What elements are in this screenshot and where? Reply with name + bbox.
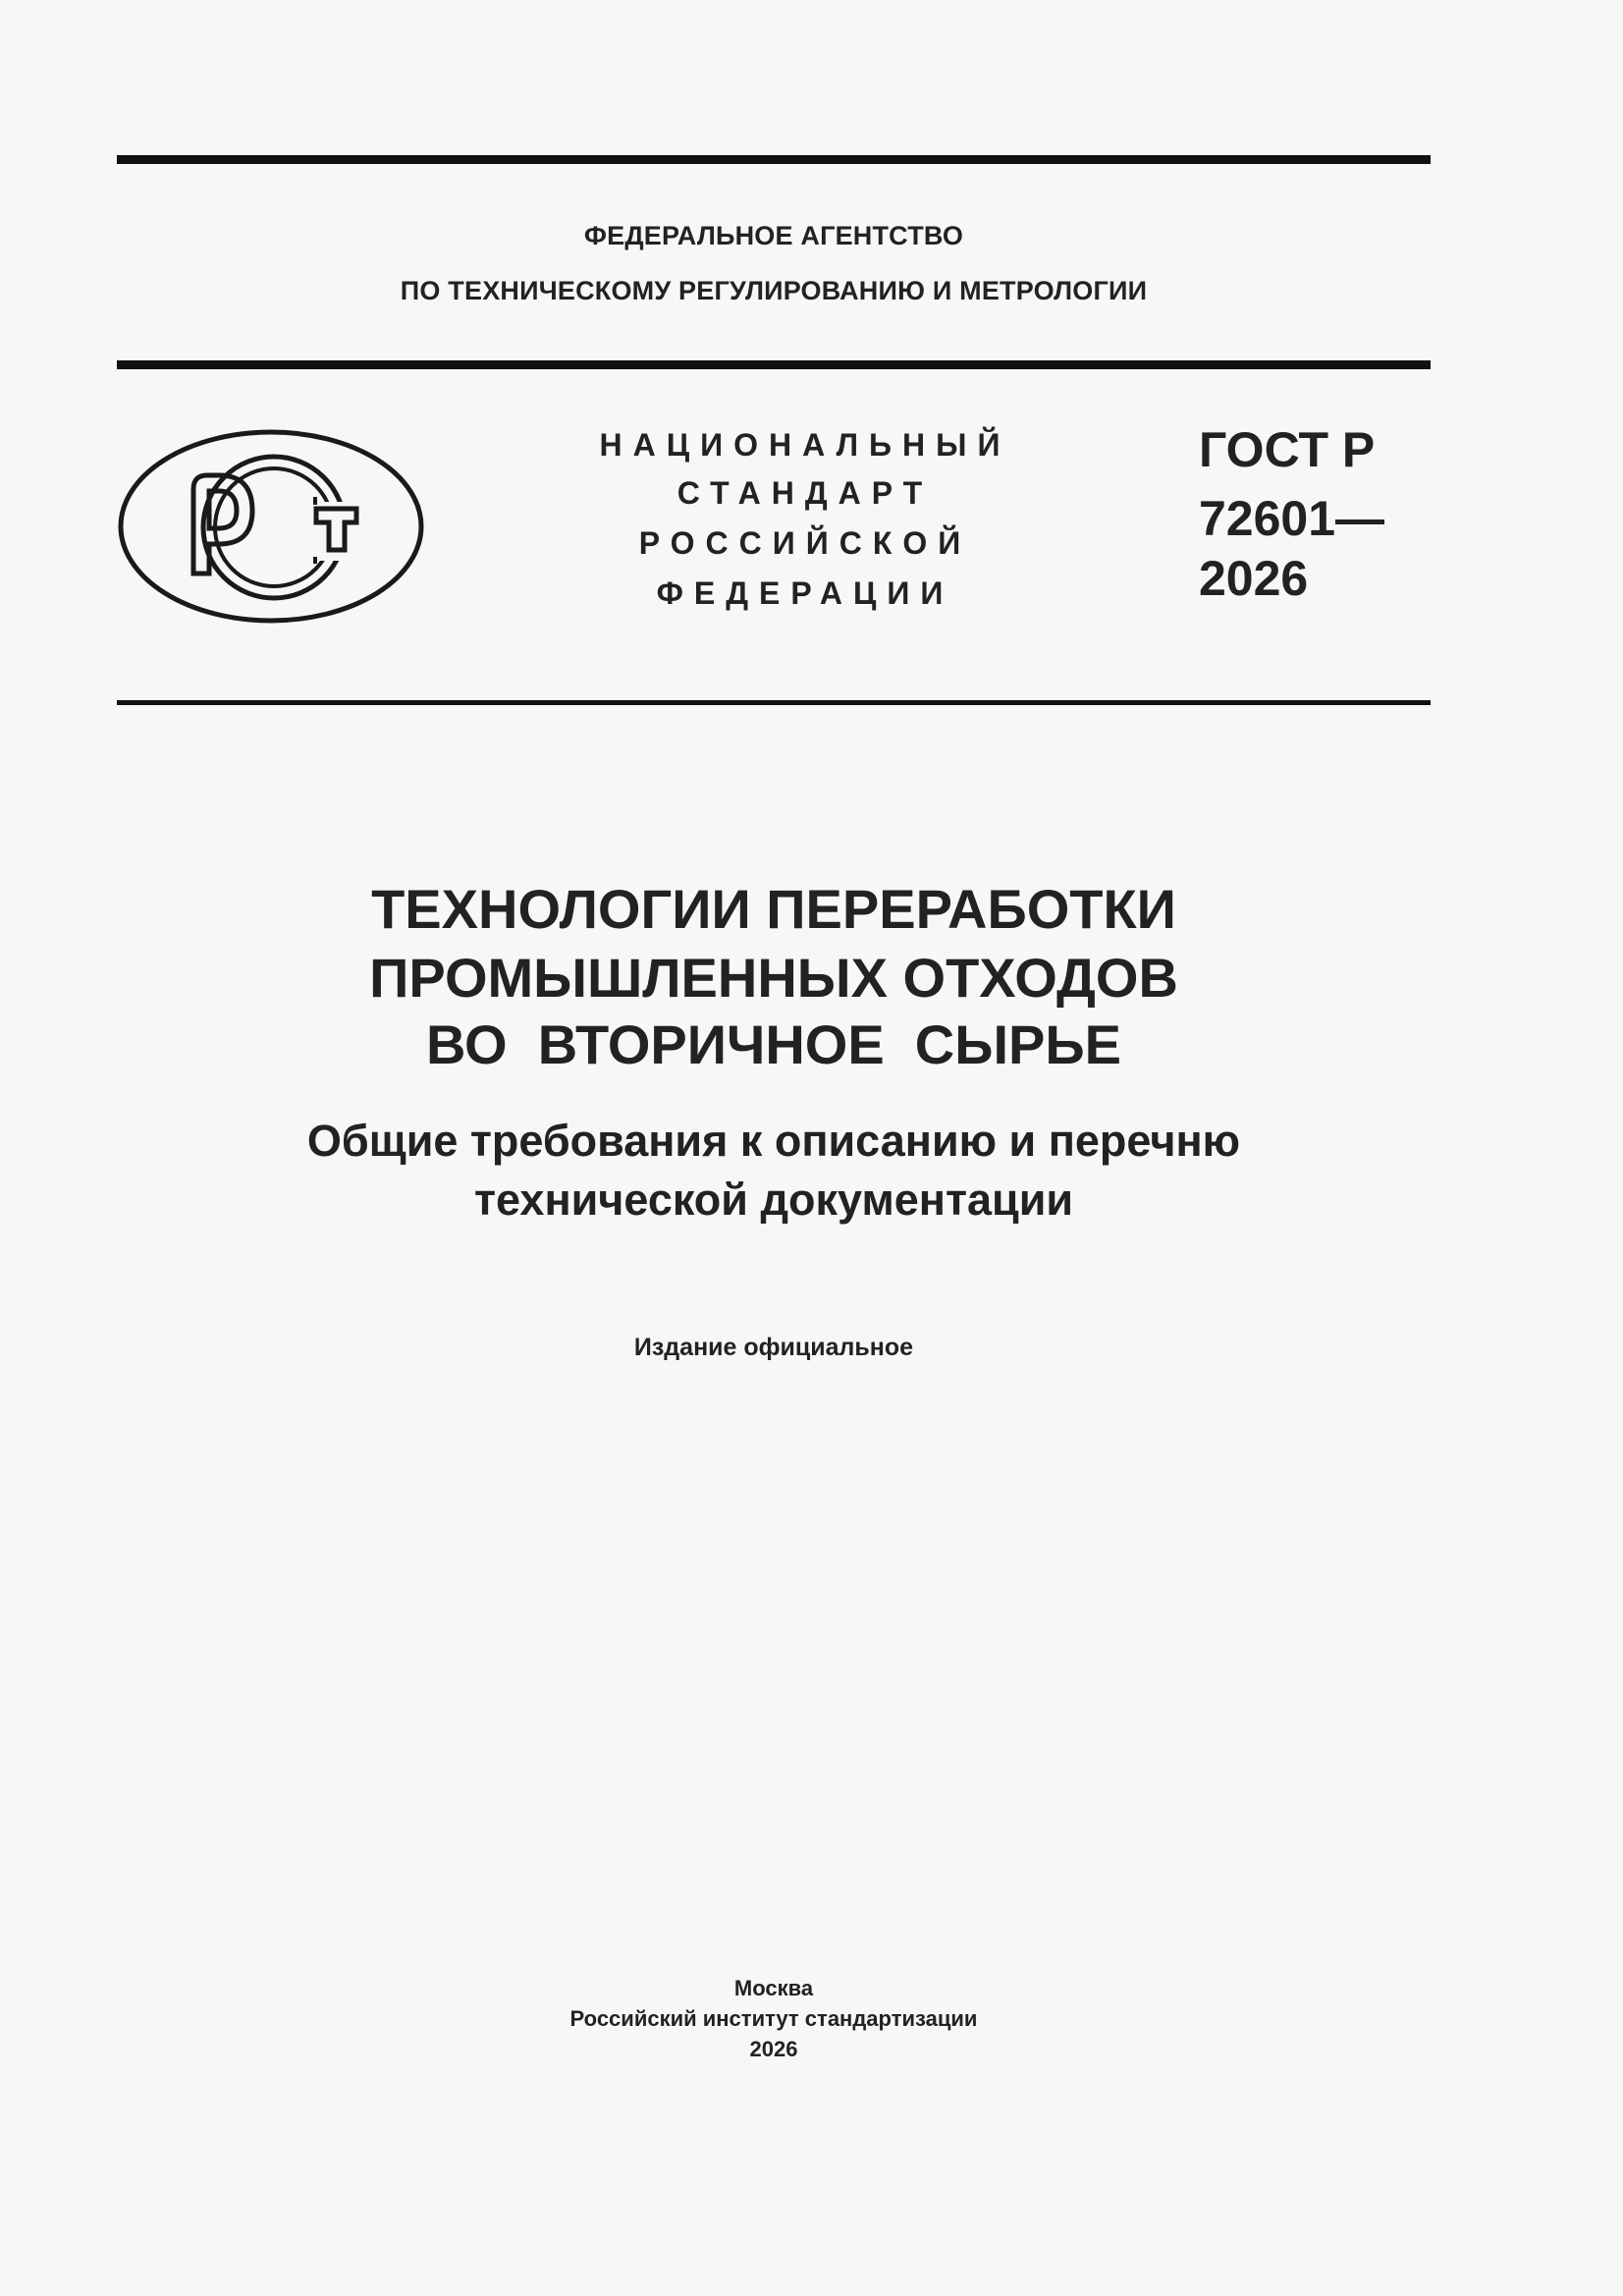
rst-gost-emblem-icon [117, 428, 425, 625]
national-standard-line-4: ФЕДЕРАЦИИ [656, 575, 954, 611]
national-standard-line-2: СТАНДАРТ [676, 475, 934, 511]
designation-line-3: 2026 [1199, 551, 1309, 606]
national-standard-line-1: НАЦИОНАЛЬНЫЙ [599, 427, 1011, 463]
agency-line-2: ПО ТЕХНИЧЕСКОМУ РЕГУЛИРОВАНИЮ И МЕТРОЛОГИИ [400, 276, 1148, 305]
publisher-year: 2026 [749, 2037, 798, 2061]
top-rule [117, 155, 1431, 164]
title-line-2: ПРОМЫШЛЕННЫХ ОТХОДОВ [369, 947, 1178, 1009]
section-rule [117, 700, 1431, 705]
designation-line-1: ГОСТ Р [1199, 422, 1376, 477]
national-standard-line-3: РОССИЙСКОЙ [638, 525, 972, 561]
agency-line-1: ФЕДЕРАЛЬНОЕ АГЕНТСТВО [583, 221, 964, 250]
publisher-city: Москва [733, 1976, 814, 2000]
title-line-3: ВО ВТОРИЧНОЕ СЫРЬЕ [425, 1013, 1122, 1075]
subtitle-line-1: Общие требования к описанию и перечню [306, 1116, 1241, 1166]
edition-label: Издание официальное [633, 1334, 914, 1361]
title-line-1: ТЕХНОЛОГИИ ПЕРЕРАБОТКИ [371, 878, 1176, 940]
subtitle-line-2: технической документации [473, 1175, 1074, 1225]
designation-line-2: 72601— [1199, 491, 1385, 546]
header-rule [117, 360, 1431, 369]
publisher-institute: Российский институт стандартизации [569, 2006, 978, 2031]
